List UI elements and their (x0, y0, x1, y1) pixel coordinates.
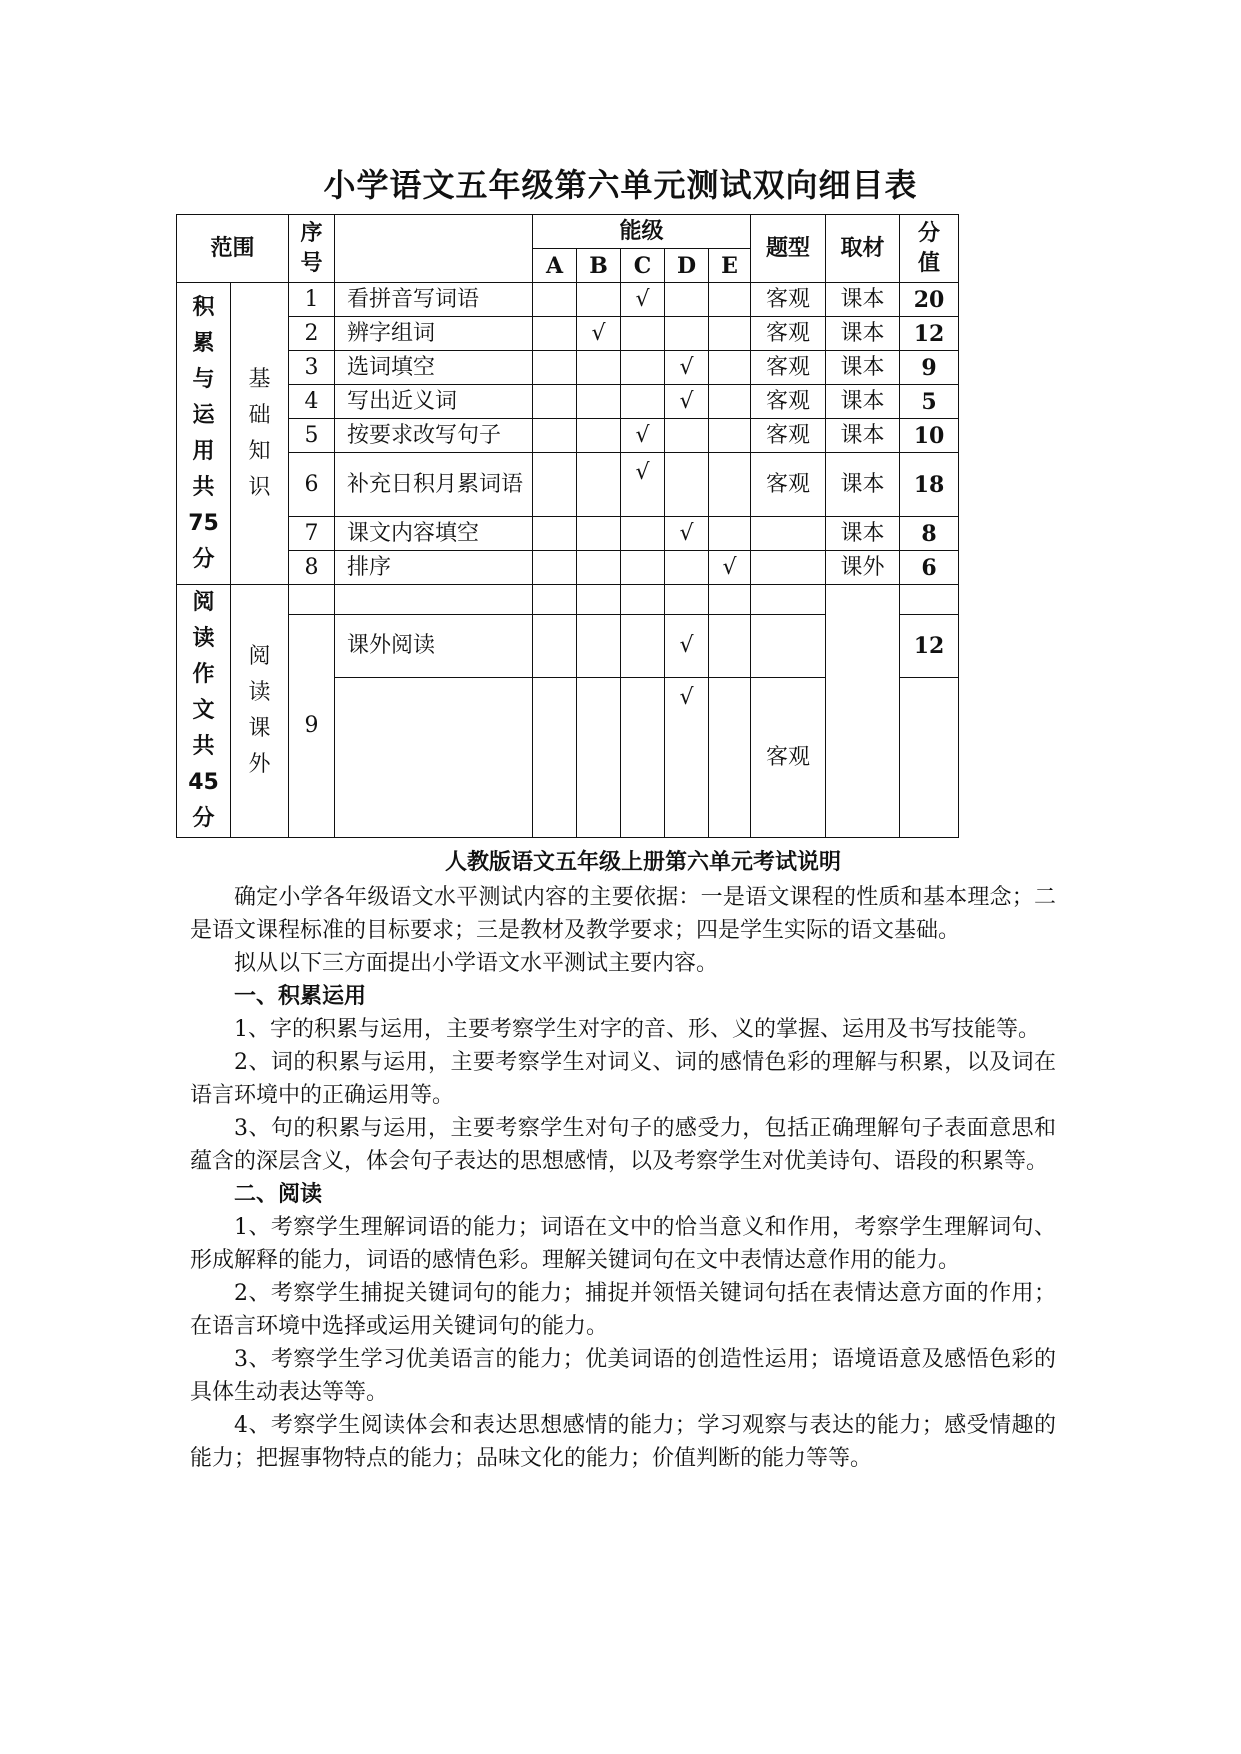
row-material: 课本 (826, 283, 900, 317)
empty-cell (826, 585, 900, 838)
level-d: D (665, 249, 709, 283)
subsection-label-reading: 阅 读 课 外 (231, 585, 289, 838)
level-cell-d: √ (665, 385, 709, 419)
header-level: 能级 (533, 215, 751, 249)
row-type: 客观 (751, 283, 826, 317)
row-score: 6 (900, 551, 959, 585)
doc-intro: 确定小学各年级语文水平测试内容的主要依据：一是语文课程的性质和基本理念；二是语文课程标准的目标要求；三是教材及教学要求；四是学生实际的语文基础。 (190, 885, 1056, 943)
level-cell-d: √ (665, 351, 709, 385)
exam-description (190, 846, 1056, 1475)
level-cell-d: √ (665, 517, 709, 551)
level-cell-b (577, 283, 621, 317)
empty-cell (751, 585, 826, 615)
row-item: 辨字组词 (335, 317, 533, 351)
doc-paragraph: 4、考察学生阅读体会和表达思想感情的能力；学习观察与表达的能力；感受情趣的能力；把握事物特点的能力；品味文化的能力；价值判断的能力等等。 (190, 1413, 1056, 1471)
level-cell-a (533, 351, 577, 385)
section-label-reading: 阅 读 作 文 共 45 分 (177, 585, 231, 838)
level-cell-b (577, 678, 621, 838)
row-seq: 8 (289, 551, 335, 585)
row-seq: 6 (289, 453, 335, 517)
level-cell-d: √ (665, 615, 709, 678)
level-cell-a (533, 283, 577, 317)
level-cell-d: √ (665, 678, 709, 838)
level-cell-c (621, 385, 665, 419)
level-cell-a (533, 678, 577, 838)
doc-paragraph: 1、字的积累与运用，主要考察学生对字的音、形、义的掌握、运用及书写技能等。 (234, 1017, 1040, 1042)
level-cell-c: √ (621, 283, 665, 317)
level-cell-b (577, 517, 621, 551)
header-type: 题型 (751, 215, 826, 283)
level-cell-a (533, 453, 577, 517)
row-material: 课本 (826, 419, 900, 453)
row-seq: 7 (289, 517, 335, 551)
row-type (751, 615, 826, 678)
row-seq: 5 (289, 419, 335, 453)
empty-cell (709, 585, 751, 615)
level-cell-b (577, 453, 621, 517)
header-score: 分 值 (900, 215, 959, 283)
level-cell-d (665, 453, 709, 517)
row-material: 课本 (826, 317, 900, 351)
empty-cell (533, 585, 577, 615)
header-seq: 序 号 (289, 215, 335, 283)
row-type: 客观 (751, 385, 826, 419)
level-cell-e (709, 517, 751, 551)
level-cell-e (709, 351, 751, 385)
row-score (900, 678, 959, 838)
row-item (335, 678, 533, 838)
doc-paragraph: 2、词的积累与运用，主要考察学生对词义、词的感情色彩的理解与积累，以及词在语言环境中的正确运用等。 (190, 1050, 1056, 1108)
row-seq: 2 (289, 317, 335, 351)
table-row (177, 551, 959, 585)
row-item: 写出近义词 (335, 385, 533, 419)
row-type: 客观 (751, 351, 826, 385)
row-item: 课外阅读 (335, 615, 533, 678)
row-type (751, 551, 826, 585)
table-row (177, 585, 959, 615)
level-cell-b (577, 419, 621, 453)
level-cell-b (577, 615, 621, 678)
row-score: 5 (900, 385, 959, 419)
empty-cell (900, 585, 959, 615)
row-score: 12 (900, 317, 959, 351)
doc-paragraph: 2、考察学生捕捉关键词句的能力；捕捉并领悟关键词句括在表情达意方面的作用；在语言环境中选择或运用关键词句的能力。 (190, 1281, 1056, 1339)
level-cell-e (709, 453, 751, 517)
level-cell-e (709, 419, 751, 453)
doc-intro2: 拟从以下三方面提出小学语文水平测试主要内容。 (234, 951, 719, 976)
table-row (177, 351, 959, 385)
row-material: 课本 (826, 351, 900, 385)
level-cell-a (533, 317, 577, 351)
subsection-label-basics: 基 础 知 识 (231, 283, 289, 585)
empty-cell (577, 585, 621, 615)
row-seq: 1 (289, 283, 335, 317)
row-type: 客观 (751, 678, 826, 838)
level-cell-a (533, 551, 577, 585)
header-material: 取材 (826, 215, 900, 283)
level-cell-d (665, 317, 709, 351)
level-cell-e (709, 385, 751, 419)
level-cell-c (621, 615, 665, 678)
doc-paragraph: 1、考察学生理解词语的能力；词语在文中的恰当意义和作用，考察学生理解词句、形成解释的能力，词语的感情色彩。理解关键词句在文中表情达意作用的能力。 (190, 1215, 1056, 1273)
spec-table (176, 214, 959, 838)
row-type (751, 517, 826, 551)
row-material: 课本 (826, 453, 900, 517)
row-score: 12 (900, 615, 959, 678)
level-cell-e: √ (709, 551, 751, 585)
level-e: E (709, 249, 751, 283)
level-cell-e (709, 283, 751, 317)
row-item: 课文内容填空 (335, 517, 533, 551)
table-row (177, 283, 959, 317)
row-score: 18 (900, 453, 959, 517)
level-cell-b (577, 385, 621, 419)
level-cell-c (621, 351, 665, 385)
row-score: 8 (900, 517, 959, 551)
row-item: 补充日积月累词语 (335, 453, 533, 517)
row-material: 课本 (826, 517, 900, 551)
table-row (177, 385, 959, 419)
row-type: 客观 (751, 419, 826, 453)
level-cell-c: √ (621, 419, 665, 453)
level-cell-b (577, 551, 621, 585)
table-row (177, 419, 959, 453)
level-b: B (577, 249, 621, 283)
section-heading-2: 二、阅读 (234, 1182, 323, 1207)
level-cell-c (621, 517, 665, 551)
page-title: 小学语文五年级第六单元测试双向细目表 (323, 166, 918, 204)
row-material: 课本 (826, 385, 900, 419)
level-cell-a (533, 385, 577, 419)
level-cell-c (621, 678, 665, 838)
level-cell-b: √ (577, 317, 621, 351)
level-cell-e (709, 317, 751, 351)
empty-cell (289, 585, 335, 615)
row-type: 客观 (751, 317, 826, 351)
table-row (177, 317, 959, 351)
doc-paragraph: 3、句的积累与运用，主要考察学生对句子的感受力，包括正确理解句子表面意思和蕴含的深层含义，体会句子表达的思想感情，以及考察学生对优美诗句、语段的积累等。 (190, 1116, 1056, 1174)
row-item: 看拼音写词语 (335, 283, 533, 317)
level-cell-c (621, 317, 665, 351)
empty-cell (335, 585, 533, 615)
row-item: 按要求改写句子 (335, 419, 533, 453)
table-row (177, 517, 959, 551)
level-cell-a (533, 419, 577, 453)
row-item: 排序 (335, 551, 533, 585)
empty-cell (621, 585, 665, 615)
header-range: 范围 (177, 215, 289, 283)
header-item (335, 215, 533, 283)
row-material: 课外 (826, 551, 900, 585)
doc-paragraph: 3、考察学生学习优美语言的能力；优美词语的创造性运用；语境语意及感悟色彩的具体生动表达等等。 (190, 1347, 1056, 1405)
level-cell-c: √ (621, 453, 665, 517)
section-heading-1: 一、积累运用 (234, 984, 367, 1009)
row-score: 20 (900, 283, 959, 317)
level-cell-b (577, 351, 621, 385)
row-score: 9 (900, 351, 959, 385)
row-score: 10 (900, 419, 959, 453)
row-seq: 3 (289, 351, 335, 385)
table-row (177, 453, 959, 517)
level-c: C (621, 249, 665, 283)
row-type: 客观 (751, 453, 826, 517)
level-cell-c (621, 551, 665, 585)
level-cell-e (709, 678, 751, 838)
level-cell-d (665, 551, 709, 585)
level-cell-e (709, 615, 751, 678)
row-seq: 4 (289, 385, 335, 419)
row-seq: 9 (289, 615, 335, 838)
section-label-accumulation: 积 累 与 运 用 共 75 分 (177, 283, 231, 585)
row-item: 选词填空 (335, 351, 533, 385)
level-cell-d (665, 283, 709, 317)
doc-heading: 人教版语文五年级上册第六单元考试说明 (444, 850, 841, 875)
level-a: A (533, 249, 577, 283)
level-cell-d (665, 419, 709, 453)
empty-cell (665, 585, 709, 615)
level-cell-a (533, 517, 577, 551)
level-cell-a (533, 615, 577, 678)
